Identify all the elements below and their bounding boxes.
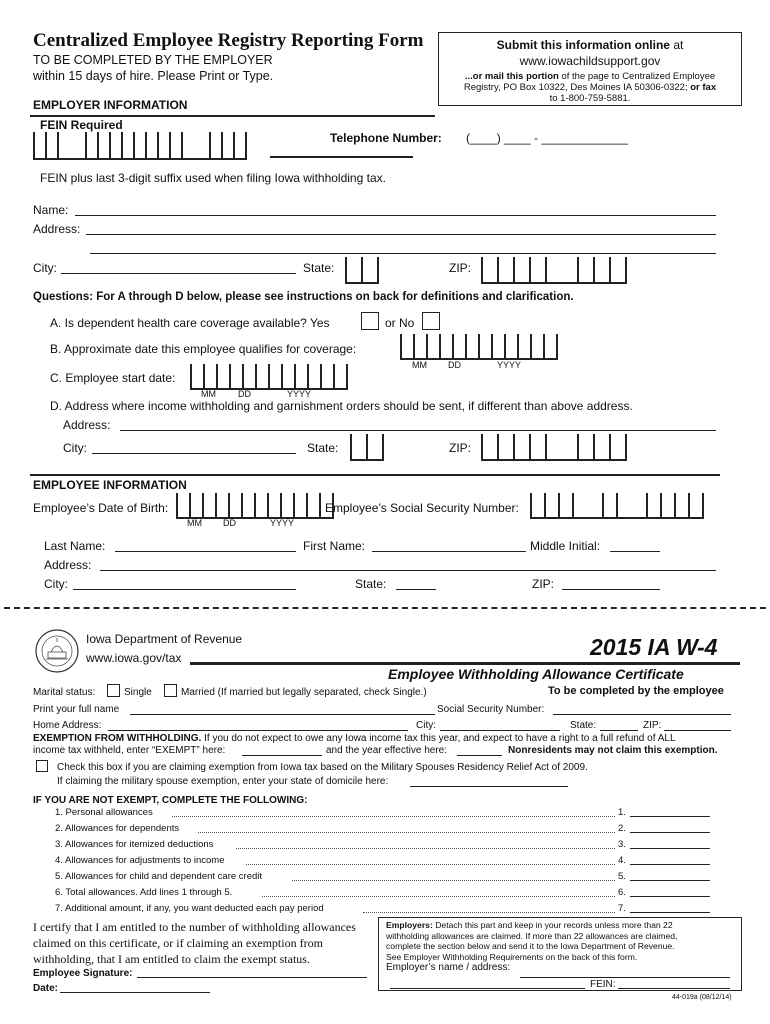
year-effective-input[interactable]	[457, 755, 502, 756]
exemption-text: If you do not expect to owe any Iowa income tax this year, and expect to have a right to a full refund of ALL	[204, 733, 676, 744]
dob-mm: MM	[187, 518, 202, 528]
signature-input[interactable]	[137, 977, 367, 978]
w4-city-label: City:	[416, 720, 436, 731]
dependent-coverage-no-checkbox[interactable]	[422, 312, 440, 330]
employer-name-input[interactable]	[520, 977, 730, 978]
dob-label: Employee’s Date of Birth:	[33, 501, 169, 515]
allowance-line-2-input[interactable]	[630, 832, 710, 833]
single-checkbox[interactable]	[107, 684, 120, 697]
middle-initial-input[interactable]	[610, 551, 660, 552]
telephone-label: Telephone Number:	[330, 131, 442, 145]
fein-note: FEIN plus last 3-digit suffix used when filing Iowa withholding tax.	[40, 171, 386, 185]
dob-input[interactable]	[176, 493, 334, 519]
employee-info-header: EMPLOYEE INFORMATION	[33, 478, 187, 492]
allowance-line-3-input[interactable]	[630, 848, 710, 849]
w4-zip-input[interactable]	[664, 730, 731, 731]
allowance-line-3-label: 3. Allowances for itemized deductions	[55, 839, 214, 850]
fax-number: to 1-800-759-5881.	[549, 93, 631, 104]
employer-city-label: City:	[33, 261, 57, 275]
question-d: D. Address where income withholding and garnishment orders should be sent, if different than above address.	[50, 399, 633, 413]
employer-state-input[interactable]	[345, 257, 379, 284]
home-address-label: Home Address:	[33, 720, 102, 731]
start-yyyy: YYYY	[287, 389, 312, 399]
alt-city-input[interactable]	[92, 453, 296, 454]
employer-address-input[interactable]	[390, 988, 585, 989]
exemption-line-1	[33, 733, 676, 744]
employee-city-label: City:	[44, 577, 68, 591]
allowance-line-5-input[interactable]	[630, 880, 710, 881]
registry-subtitle-2: within 15 days of hire. Please Print or Type.	[33, 69, 274, 83]
mail-portion-text: of the page to Centralized Employee	[561, 71, 716, 82]
allowance-line-5-label: 5. Allowances for child and dependent care credit	[55, 871, 263, 882]
year-effective-label: and the year effective here:	[326, 745, 448, 756]
dob-yyyy: YYYY	[270, 518, 295, 528]
allowance-line-6-num: 6.	[618, 887, 626, 898]
employer-city-input[interactable]	[61, 273, 296, 274]
employee-city-input[interactable]	[73, 589, 296, 590]
dob-dd: DD	[223, 518, 236, 528]
married-label: Married (If married but legally separated, check Single.)	[181, 687, 427, 698]
marital-status-label: Marital status:	[33, 687, 96, 698]
or-fax-label: or fax	[690, 82, 717, 93]
middle-initial-label: Middle Initial:	[530, 539, 601, 553]
employee-section-rule	[30, 474, 720, 476]
certify-line-1: I certify that I am entitled to the number of withholding allowances	[33, 920, 356, 934]
nonresidents-note: Nonresidents may not claim this exemption.	[508, 745, 718, 756]
employer-name-label: Employer’s name / address:	[386, 962, 511, 974]
start-mm: MM	[201, 389, 216, 399]
w4-fein-input[interactable]	[618, 988, 730, 989]
alt-address-label: Address:	[63, 418, 111, 432]
military-domicile-input[interactable]	[410, 786, 568, 787]
alt-zip-label: ZIP:	[449, 441, 472, 455]
employers-text-2: withholding allowances are claimed. If more than 22 allowances are claimed,	[386, 930, 678, 941]
employers-text-4: See Employer Withholding Requirements on the back of this form.	[386, 951, 638, 962]
w4-title-rule	[190, 662, 740, 665]
w4-state-input[interactable]	[600, 730, 638, 731]
military-domicile-label: If claiming the military spouse exemption, enter your state of domicile here:	[57, 776, 389, 787]
start-date-input[interactable]	[190, 364, 348, 390]
allowance-line-7-leader	[363, 912, 615, 913]
employer-header-rule	[30, 115, 435, 117]
full-name-input[interactable]	[130, 714, 435, 715]
fein-underline	[270, 156, 413, 158]
dependent-coverage-yes-checkbox[interactable]	[361, 312, 379, 330]
allowance-line-1-input[interactable]	[630, 816, 710, 817]
w4-subtitle: Employee Withholding Allowance Certificate	[388, 666, 684, 682]
w4-fein-label: FEIN:	[590, 979, 616, 990]
w4-dept: Iowa Department of Revenue	[86, 632, 243, 646]
submit-info-box	[438, 32, 742, 106]
employers-label: Employers:	[386, 920, 433, 930]
allowance-line-7-label: 7. Additional amount, if any, you want deducted each pay period	[55, 903, 324, 914]
w4-state-label: State:	[570, 720, 597, 731]
employer-name-label: Name:	[33, 203, 69, 217]
home-address-input[interactable]	[108, 730, 408, 731]
employee-state-label: State:	[355, 577, 387, 591]
employers-text-3: complete the section below and send it to the Iowa Department of Revenue.	[386, 941, 675, 952]
question-c: C. Employee start date:	[50, 371, 176, 385]
employer-address-line2[interactable]	[90, 253, 716, 254]
employee-zip-label: ZIP:	[532, 577, 555, 591]
allowance-line-1-num: 1.	[618, 807, 626, 818]
mail-address: Registry, PO Box 10322, Des Moines IA 50306-0322;	[463, 82, 688, 93]
first-name-label: First Name:	[303, 539, 366, 553]
exempt-input[interactable]	[242, 755, 322, 756]
employee-address-label: Address:	[44, 558, 92, 572]
allowance-line-4-input[interactable]	[630, 864, 710, 865]
employers-text-1: Detach this part and keep in your records unless more than 22	[435, 920, 673, 930]
start-dd: DD	[238, 389, 251, 399]
submit-online-at: at	[673, 38, 684, 52]
full-name-label: Print your full name	[33, 704, 120, 715]
form-id: 44-019a (08/12/14)	[672, 994, 732, 1001]
coverage-date-input[interactable]	[400, 334, 558, 360]
question-a: A. Is dependent health care coverage available? Yes	[50, 316, 330, 330]
allowance-line-6-input[interactable]	[630, 896, 710, 897]
military-spouse-checkbox[interactable]	[36, 760, 48, 772]
allowance-line-2-num: 2.	[618, 823, 626, 834]
mail-portion-label: ...or mail this portion	[464, 71, 559, 82]
allowance-line-4-label: 4. Allowances for adjustments to income	[55, 855, 225, 866]
certify-line-2: claimed on this certificate, or if claiming an exemption from	[33, 936, 323, 950]
not-exempt-header: IF YOU ARE NOT EXEMPT, COMPLETE THE FOLLOWING:	[33, 795, 308, 806]
iowa-seal-icon	[34, 628, 80, 674]
question-b: B. Approximate date this employee qualifies for coverage:	[50, 342, 357, 356]
exempt-label: income tax withheld, enter “EXEMPT” here:	[33, 745, 226, 756]
first-name-input[interactable]	[372, 551, 526, 552]
w4-ssn-input[interactable]	[553, 714, 731, 715]
allowance-line-7-num: 7.	[618, 903, 626, 914]
w4-zip-label: ZIP:	[643, 720, 662, 731]
employer-zip-label: ZIP:	[449, 261, 472, 275]
submit-url[interactable]: www.iowachildsupport.gov	[519, 54, 661, 68]
allowance-line-7-input[interactable]	[630, 912, 710, 913]
questions-header: Questions: For A through D below, please see instructions on back for definitions and clarification.	[33, 291, 574, 303]
alt-zip-input[interactable]	[481, 434, 627, 461]
allowance-line-1-leader	[172, 816, 615, 817]
employer-address-input[interactable]	[86, 234, 716, 235]
coverage-yyyy: YYYY	[497, 360, 522, 370]
to-be-completed-note: To be completed by the employee	[548, 685, 724, 697]
question-a-or-no: or No	[385, 316, 415, 330]
coverage-dd: DD	[448, 360, 461, 370]
allowance-line-5-leader	[292, 880, 615, 881]
coverage-mm: MM	[412, 360, 427, 370]
last-name-label: Last Name:	[44, 539, 106, 553]
ssn-label: Employee’s Social Security Number:	[325, 501, 519, 515]
fein-input[interactable]	[33, 132, 247, 160]
detach-line	[4, 607, 766, 609]
married-checkbox[interactable]	[164, 684, 177, 697]
w4-title: 2015 IA W-4	[590, 634, 718, 660]
allowance-line-6-label: 6. Total allowances. Add lines 1 through 5.	[55, 887, 233, 898]
ssn-input[interactable]	[530, 493, 704, 519]
allowance-line-2-leader	[198, 832, 615, 833]
allowance-line-3-num: 3.	[618, 839, 626, 850]
employee-address-input[interactable]	[100, 570, 716, 571]
w4-city-input[interactable]	[440, 730, 560, 731]
w4-ssn-label: Social Security Number:	[437, 704, 545, 715]
allowance-line-4-leader	[246, 864, 615, 865]
military-check-label: Check this box if you are claiming exemption from Iowa tax based on the Military Spouses Residency Relief Act of 2009.	[57, 762, 588, 773]
registry-title: Centralized Employee Registry Reporting Form	[33, 30, 424, 51]
employer-zip-input[interactable]	[481, 257, 627, 284]
w4-url[interactable]: www.iowa.gov/tax	[86, 651, 182, 665]
employer-box	[378, 917, 742, 991]
date-input[interactable]	[60, 992, 210, 993]
exemption-header: EXEMPTION FROM WITHHOLDING.	[33, 733, 202, 744]
fein-label: FEIN Required	[40, 118, 123, 132]
telephone-input[interactable]: (____) ____ - _____________	[466, 131, 629, 145]
employer-state-label: State:	[303, 261, 335, 275]
alt-city-label: City:	[63, 441, 87, 455]
employer-info-header: EMPLOYER INFORMATION	[33, 98, 188, 112]
employer-address-label: Address:	[33, 222, 81, 236]
employee-state-input[interactable]	[396, 589, 436, 590]
date-label: Date:	[33, 983, 59, 994]
signature-label: Employee Signature:	[33, 968, 133, 979]
allowance-line-6-leader	[262, 896, 615, 897]
allowance-line-4-num: 4.	[618, 855, 626, 866]
employer-name-input[interactable]	[75, 215, 716, 216]
alt-state-input[interactable]	[350, 434, 384, 461]
single-label: Single	[124, 687, 152, 698]
certify-line-3: withholding, that I am entitled to claim the exempt status.	[33, 952, 310, 966]
last-name-input[interactable]	[115, 551, 296, 552]
employee-zip-input[interactable]	[562, 589, 660, 590]
submit-online-label: Submit this information online	[496, 38, 670, 52]
allowance-line-2-label: 2. Allowances for dependents	[55, 823, 180, 834]
alt-state-label: State:	[307, 441, 339, 455]
registry-subtitle-1: TO BE COMPLETED BY THE EMPLOYER	[33, 53, 273, 67]
allowance-line-1-label: 1. Personal allowances	[55, 807, 153, 818]
allowance-line-3-leader	[236, 848, 615, 849]
allowance-line-5-num: 5.	[618, 871, 626, 882]
alt-address-input[interactable]	[120, 430, 716, 431]
